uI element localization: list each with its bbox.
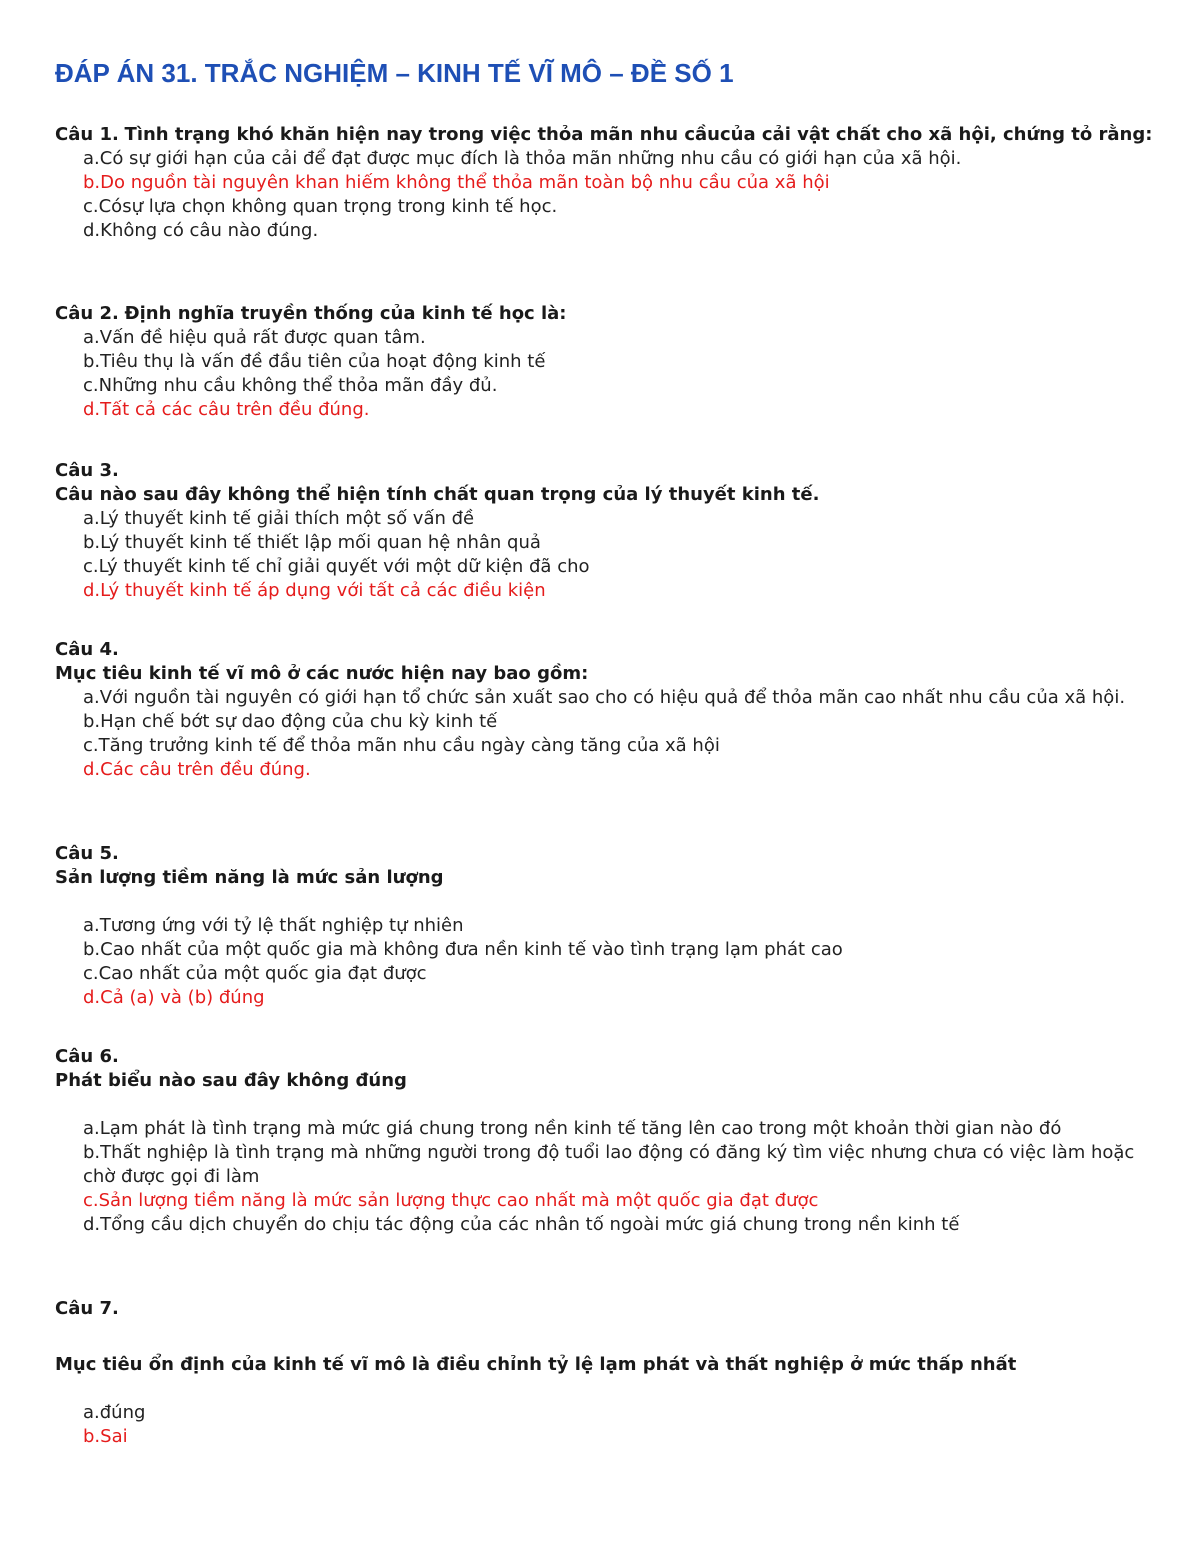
question-7 — [55, 1297, 1155, 1449]
option-b: b.Thất nghiệp là tình trạng mà những người trong độ tuổi lao động có đăng ký tìm việc nhưng chưa có việc làm hoặc chờ được gọi đi làm — [83, 1142, 1135, 1187]
spacer — [55, 890, 1155, 914]
option-a: a.Với nguồn tài nguyên có giới hạn tổ chức sản xuất sao cho có hiệu quả để thỏa mãn cao nhất nhu cầu của xã hội. — [83, 687, 1126, 708]
answer-options — [55, 914, 1155, 1010]
question-label: Câu 4. — [55, 639, 119, 660]
option-c: c.Cao nhất của một quốc gia đạt được — [83, 963, 427, 984]
option-c: c.Cósự lựa chọn không quan trọng trong kinh tế học. — [83, 196, 558, 217]
question-heading — [55, 1297, 1155, 1377]
option-a: a.đúng — [83, 1402, 146, 1423]
question-text: Mục tiêu ổn định của kinh tế vĩ mô là điều chỉnh tỷ lệ lạm phát và thất nghiệp ở mức thấp nhất — [55, 1354, 1017, 1375]
option-a: a.Lý thuyết kinh tế giải thích một số vấn đề — [83, 508, 475, 529]
question-label: Câu 6. — [55, 1046, 119, 1067]
question-label: Câu 3. — [55, 460, 119, 481]
question-label: Câu 5. — [55, 843, 119, 864]
option-d-correct: d.Lý thuyết kinh tế áp dụng với tất cả các điều kiện — [83, 580, 546, 601]
question-heading — [55, 459, 1155, 507]
question-text: Phát biểu nào sau đây không đúng — [55, 1070, 407, 1091]
option-c: c.Lý thuyết kinh tế chỉ giải quyết với một dữ kiện đã cho — [83, 556, 590, 577]
question-heading — [55, 123, 1155, 147]
option-d: d.Không có câu nào đúng. — [83, 220, 319, 241]
question-heading — [55, 638, 1155, 686]
question-2 — [55, 302, 1155, 422]
answer-options — [55, 147, 1155, 243]
question-1 — [55, 123, 1155, 243]
question-text: Tình trạng khó khăn hiện nay trong việc thỏa mãn nhu cầucủa cải vật chất cho xã hội, chứng tỏ rằng: — [124, 124, 1153, 145]
option-a: a.Lạm phát là tình trạng mà mức giá chung trong nền kinh tế tăng lên cao trong một khoản thời gian nào đó — [83, 1118, 1062, 1139]
option-d-correct: d.Tất cả các câu trên đều đúng. — [83, 399, 370, 420]
option-a: a.Có sự giới hạn của cải để đạt được mục đích là thỏa mãn những nhu cầu có giới hạn của xã hội. — [83, 148, 962, 169]
answer-options — [55, 1401, 1155, 1449]
question-label: Câu 2. — [55, 303, 119, 324]
option-b: b.Tiêu thụ là vấn đề đầu tiên của hoạt động kinh tế — [83, 351, 546, 372]
spacer — [55, 1321, 1155, 1353]
document-title: ĐÁP ÁN 31. TRẮC NGHIỆM – KINH TẾ VĨ MÔ – ĐỀ SỐ 1 — [55, 58, 734, 88]
option-b: b.Cao nhất của một quốc gia mà không đưa nền kinh tế vào tình trạng lạm phát cao — [83, 939, 843, 960]
answer-options — [55, 326, 1155, 422]
option-a: a.Tương ứng với tỷ lệ thất nghiệp tự nhiên — [83, 915, 464, 936]
option-a: a.Vấn đề hiệu quả rất được quan tâm. — [83, 327, 426, 348]
question-6 — [55, 1045, 1155, 1237]
question-text: Mục tiêu kinh tế vĩ mô ở các nước hiện nay bao gồm: — [55, 663, 589, 684]
option-d-correct: d.Cả (a) và (b) đúng — [83, 987, 265, 1008]
answer-options — [55, 1117, 1155, 1237]
spacer — [55, 1377, 1155, 1401]
option-d-correct: d.Các câu trên đều đúng. — [83, 759, 311, 780]
question-heading — [55, 1045, 1155, 1093]
option-b: b.Hạn chế bớt sự dao động của chu kỳ kinh tế — [83, 711, 498, 732]
question-5 — [55, 842, 1155, 1010]
option-b-correct: b.Sai — [83, 1426, 128, 1447]
option-c-correct: c.Sản lượng tiềm năng là mức sản lượng thực cao nhất mà một quốc gia đạt được — [83, 1190, 819, 1211]
answer-options — [55, 686, 1155, 782]
option-c: c.Những nhu cầu không thể thỏa mãn đầy đủ. — [83, 375, 498, 396]
question-4 — [55, 638, 1155, 782]
question-label: Câu 1. — [55, 124, 119, 145]
question-3 — [55, 459, 1155, 603]
question-text: Sản lượng tiềm năng là mức sản lượng — [55, 867, 444, 888]
option-c: c.Tăng trưởng kinh tế để thỏa mãn nhu cầu ngày càng tăng của xã hội — [83, 735, 720, 756]
option-b-correct: b.Do nguồn tài nguyên khan hiếm không thể thỏa mãn toàn bộ nhu cầu của xã hội — [83, 172, 830, 193]
spacer — [55, 1093, 1155, 1117]
question-text: Định nghĩa truyền thống của kinh tế học là: — [124, 303, 567, 324]
option-b: b.Lý thuyết kinh tế thiết lập mối quan hệ nhân quả — [83, 532, 541, 553]
question-label: Câu 7. — [55, 1298, 119, 1319]
answer-options — [55, 507, 1155, 603]
question-text: Câu nào sau đây không thể hiện tính chất quan trọng của lý thuyết kinh tế. — [55, 484, 820, 505]
question-heading — [55, 842, 1155, 890]
option-d: d.Tổng cầu dịch chuyển do chịu tác động của các nhân tố ngoài mức giá chung trong nền kinh tế — [83, 1214, 960, 1235]
question-heading — [55, 302, 1155, 326]
